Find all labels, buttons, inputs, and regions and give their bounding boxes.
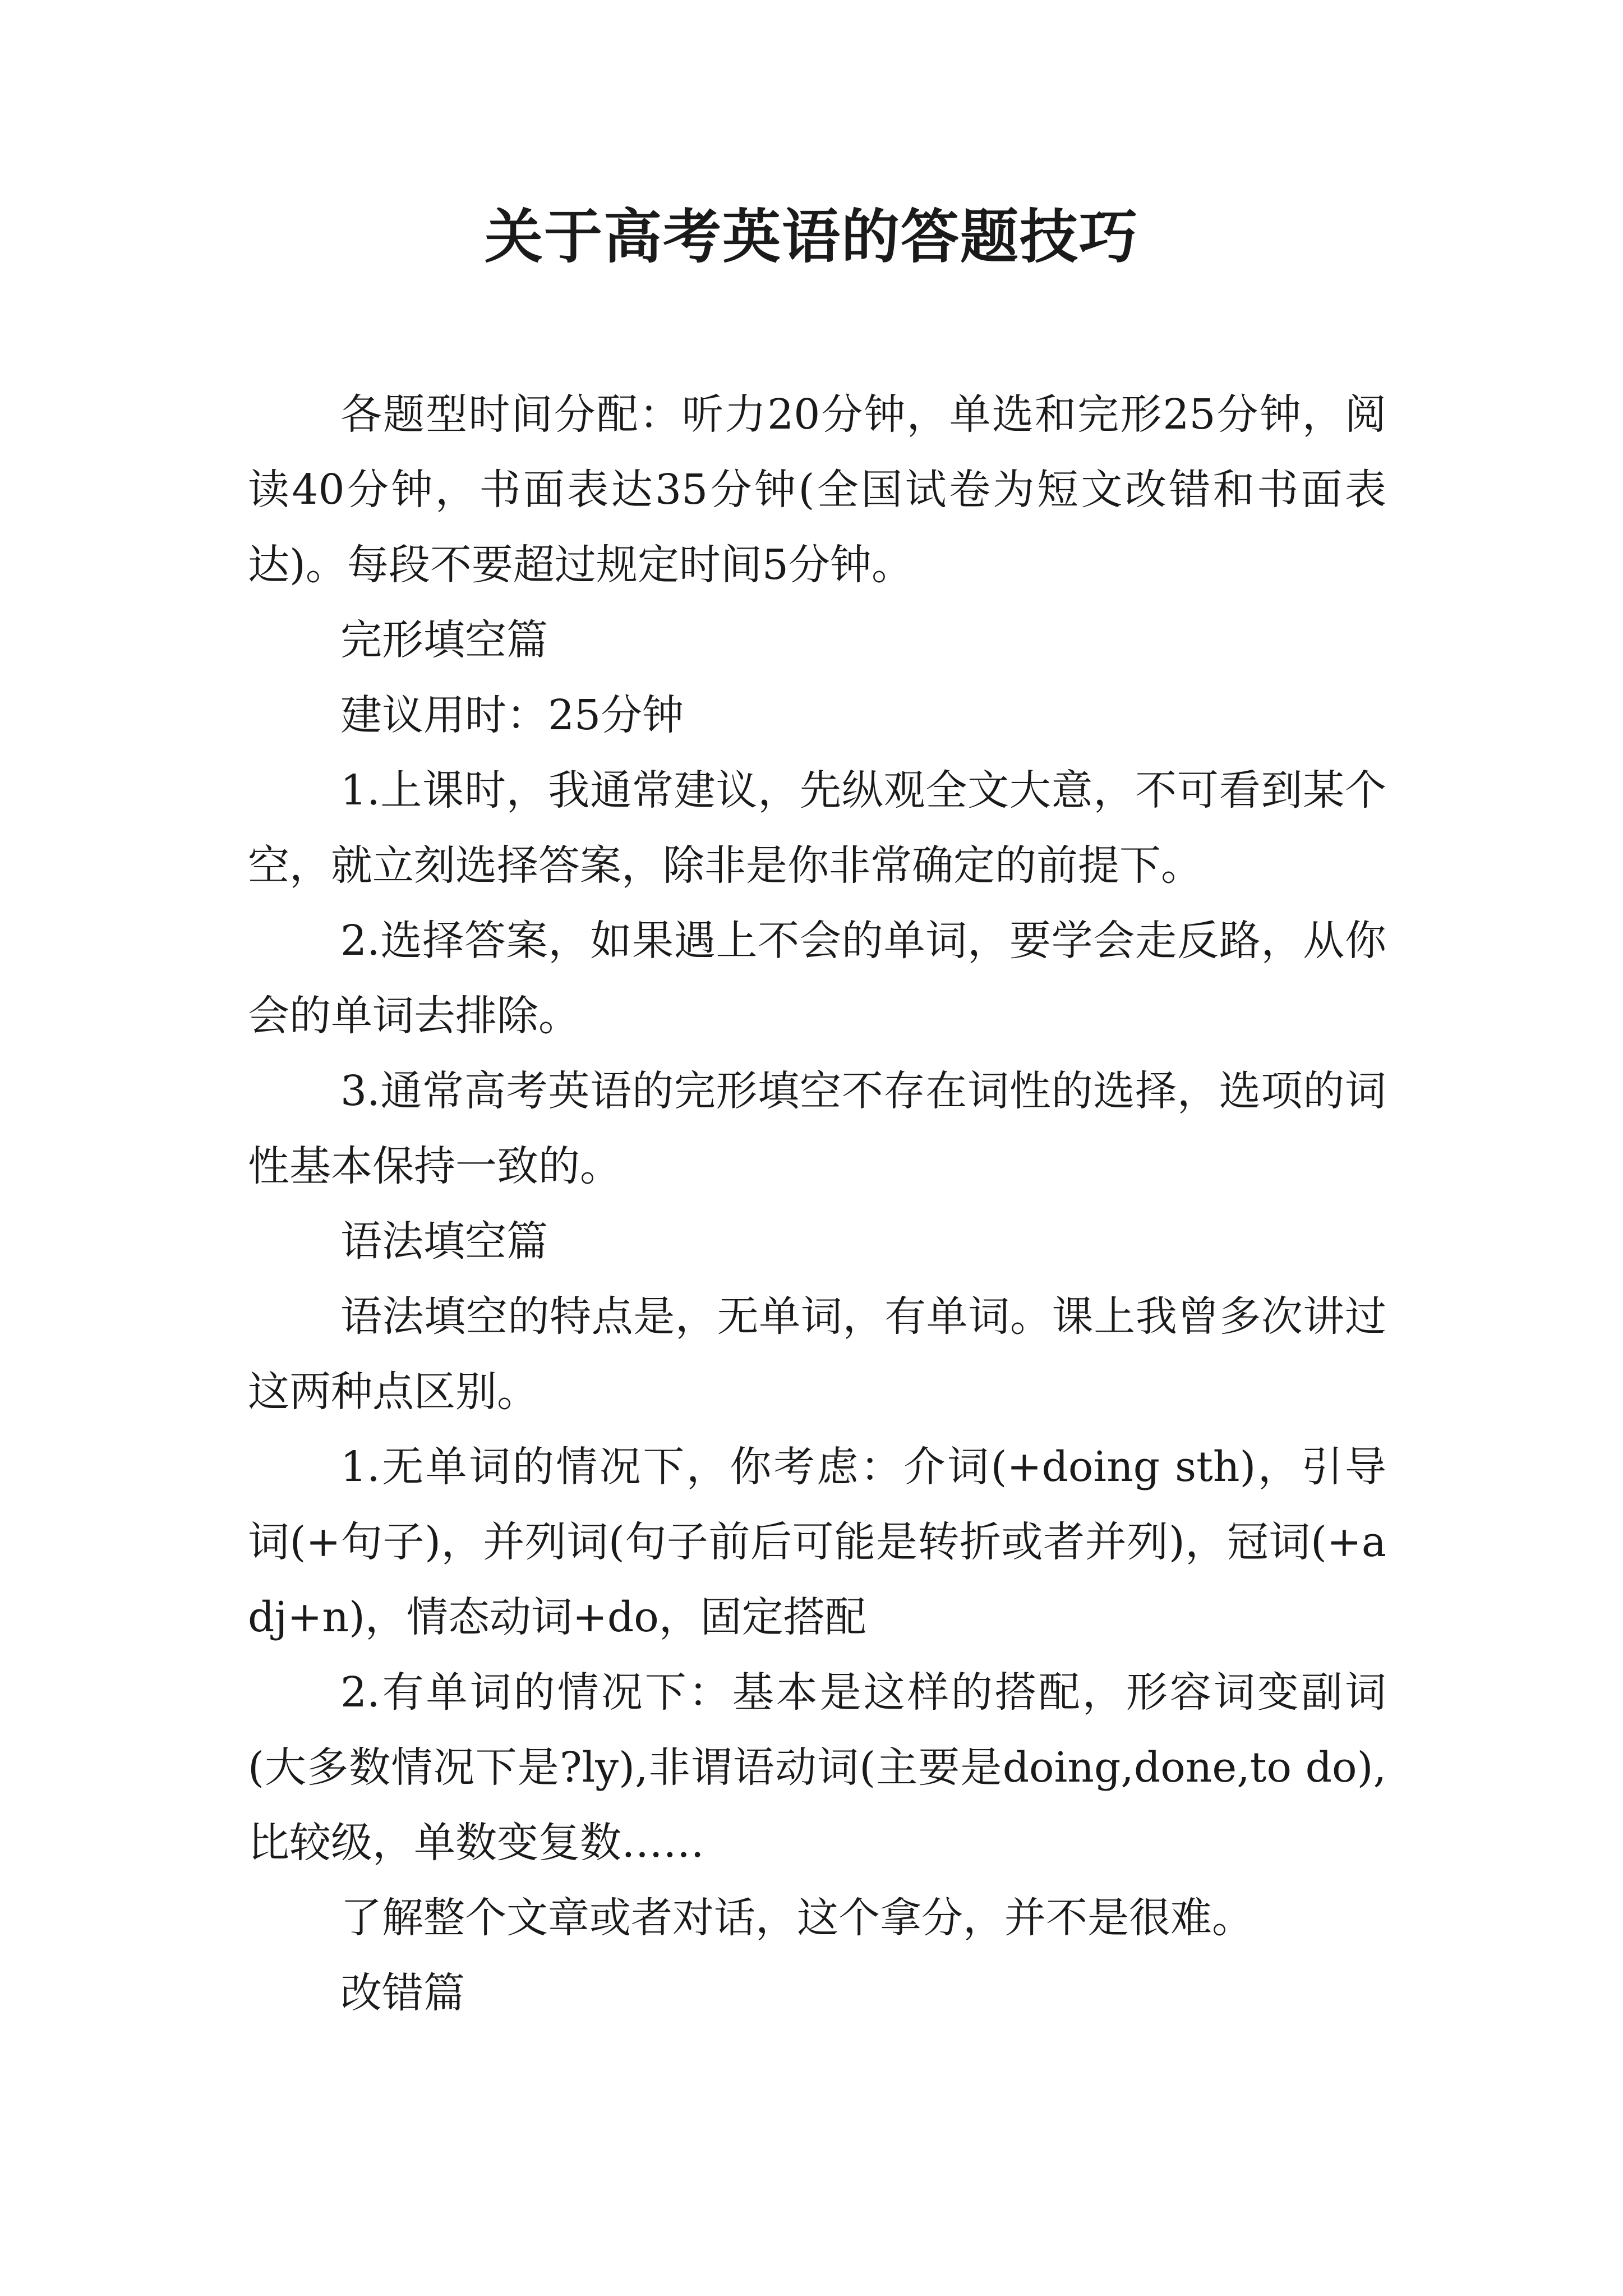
section-heading-cloze: 完形填空篇 xyxy=(340,616,548,664)
paragraph-grammar-summary: 了解整个文章或者对话，这个拿分，并不是很难。 xyxy=(340,1894,1253,1942)
paragraph-grammar-tip-2: 2.有单词的情况下：基本是这样的搭配，形容词变副词(大多数情况下是?ly),非谓语动词(主要是doing,done,to do),比较级，单数变复数…… xyxy=(248,1668,1386,1867)
document-body xyxy=(248,377,1386,2031)
paragraph-grammar-tip-1: 1.无单词的情况下，你考虑：介词(+doing sth)，引导词(+句子)，并列词(句子前后可能是转折或者并列)，冠词(+adj+n)，情态动词+do，固定搭配 xyxy=(248,1443,1386,1641)
section-heading-correction: 改错篇 xyxy=(340,1969,465,2017)
paragraph-grammar-intro: 语法填空的特点是，无单词，有单词。课上我曾多次讲过这两种点区别。 xyxy=(248,1292,1386,1416)
paragraph-cloze-tip-2: 2.选择答案，如果遇上不会的单词，要学会走反路，从你会的单词去排除。 xyxy=(248,917,1386,1040)
section-heading-grammar: 语法填空篇 xyxy=(340,1217,548,1266)
suggested-time: 建议用时：25分钟 xyxy=(340,691,684,739)
document-title: 关于高考英语的答题技巧 xyxy=(484,202,1138,271)
paragraph-time-allocation: 各题型时间分配：听力20分钟，单选和完形25分钟，阅读40分钟，书面表达35分钟(全国试卷为短文改错和书面表达)。每段不要超过规定时间5分钟。 xyxy=(248,390,1386,589)
paragraph-cloze-tip-3: 3.通常高考英语的完形填空不存在词性的选择，选项的词性基本保持一致的。 xyxy=(248,1067,1386,1190)
paragraph-cloze-tip-1: 1.上课时，我通常建议，先纵观全文大意，不可看到某个空，就立刻选择答案，除非是你非常确定的前提下。 xyxy=(248,766,1386,890)
